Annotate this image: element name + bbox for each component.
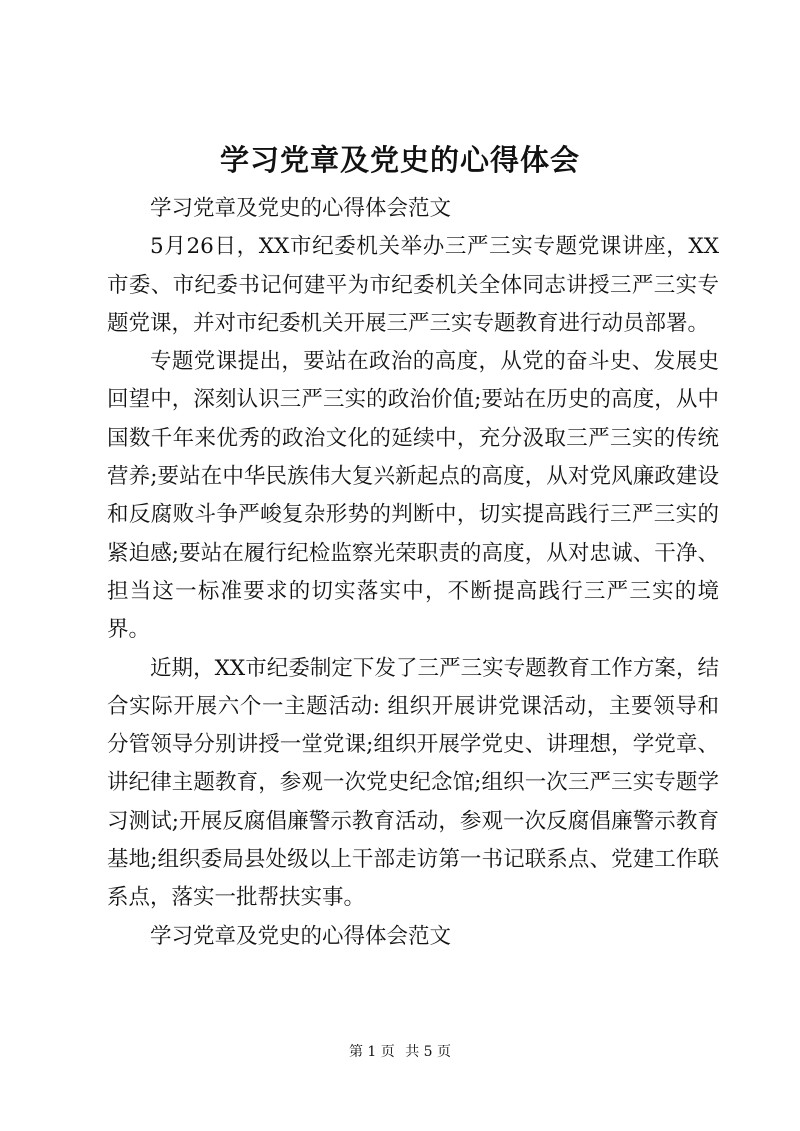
- paragraph-party-lesson: 专题党课提出，要站在政治的高度，从党的奋斗史、发展史回望中，深刻认识三严三实的政治价值;要站在历史的高度，从中国数千年来优秀的政治文化的延续中，充分汲取三严三实的传统营养;要站在中华民族伟大复兴新起点的高度，从对党风廉政建设和反腐败斗争严峻复杂形势的判断中，切实提高践行三严三实的紧迫感;要站在履行纪检监察光荣职责的高度，从对忠诚、干净、担当这一标准要求的切实落实中，不断提高践行三严三实的境界。: [107, 349, 719, 643]
- document-title: 学习党章及党史的心得体会: [219, 143, 580, 177]
- page-footer: [0, 1042, 800, 1062]
- document-body: [107, 190, 719, 956]
- paragraph-intro: 5月26日，XX市纪委机关举办三严三实专题党课讲座，XX市委、市纪委书记何建平为市纪委机关全体同志讲授三严三实专题党课，并对市纪委机关开展三严三实专题教育进行动员部署。: [107, 234, 719, 336]
- paragraph-closing-subtitle: 学习党章及党史的心得体会范文: [150, 923, 452, 949]
- page-number: 第 1 页: [348, 1044, 395, 1060]
- paragraph-subtitle: 学习党章及党史的心得体会范文: [150, 196, 452, 221]
- page-total: 共 5 页: [405, 1044, 452, 1060]
- paragraph-recent-activities: 近期，XX市纪委制定下发了三严三实专题教育工作方案，结合实际开展六个一主题活动: 组织开展讲党课活动，主要领导和分管领导分别讲授一堂党课;组织开展学党史、讲理想，学党章、讲纪律主题教育，参观一次党史纪念馆;组织一次三严三实专题学习测试;开展反腐倡廉警示教育活动，参观一次反腐倡廉警示教育基地;组织委局县处级以上干部走访第一书记联系点、党建工作联系点，落实一批帮扶实事。: [107, 655, 719, 911]
